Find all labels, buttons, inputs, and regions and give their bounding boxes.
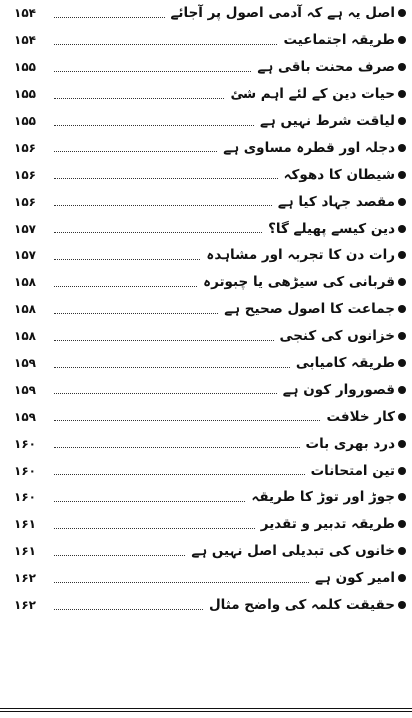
bullet-icon bbox=[398, 413, 406, 421]
toc-page-number: ۱۶۲ bbox=[14, 598, 36, 613]
dot-leader bbox=[54, 178, 278, 179]
toc-page-number: ۱۵۴ bbox=[14, 33, 36, 48]
toc-entry bbox=[14, 81, 406, 108]
dot-leader bbox=[54, 555, 185, 556]
bullet-icon bbox=[398, 467, 406, 475]
toc-page-number: ۱۶۰ bbox=[14, 436, 36, 451]
bullet-icon bbox=[398, 9, 406, 17]
bullet-icon bbox=[398, 601, 406, 609]
toc-page-number: ۱۵۸ bbox=[14, 302, 36, 317]
bullet-icon bbox=[398, 305, 406, 313]
toc-entry-title: لیاقت شرط نہیں ہے bbox=[259, 113, 395, 129]
toc-entry bbox=[14, 376, 406, 403]
toc-entry bbox=[14, 242, 406, 269]
dot-leader bbox=[54, 609, 203, 610]
bullet-icon bbox=[398, 144, 406, 152]
bullet-icon bbox=[398, 332, 406, 340]
bullet-icon bbox=[398, 547, 406, 555]
toc-page-number: ۱۵۶ bbox=[14, 194, 36, 209]
toc-entry-title: کار خلافت bbox=[326, 408, 395, 425]
toc-entry-title: قصوروار کون ہے bbox=[282, 381, 395, 398]
bullet-icon bbox=[398, 198, 406, 206]
toc-page-number: ۱۵۹ bbox=[14, 382, 36, 397]
toc-entry bbox=[14, 403, 406, 430]
dot-leader bbox=[54, 232, 262, 233]
dot-leader bbox=[54, 286, 197, 287]
dot-leader bbox=[54, 528, 255, 529]
toc-entry-title: طریقہ اجتماعیت bbox=[283, 32, 395, 49]
toc-entry bbox=[14, 538, 406, 565]
toc-page-number: ۱۵۶ bbox=[14, 167, 36, 182]
toc-entry bbox=[14, 296, 406, 323]
bullet-icon bbox=[398, 90, 406, 98]
toc-entry bbox=[14, 54, 406, 81]
bullet-icon bbox=[398, 386, 406, 394]
toc-entry bbox=[14, 188, 406, 215]
toc-entry-title: شیطان کا دھوکہ bbox=[283, 166, 395, 183]
toc-page-number: ۱۶۰ bbox=[14, 490, 36, 505]
toc-page-number: ۱۵۷ bbox=[14, 248, 36, 263]
toc-page-number: ۱۵۴ bbox=[14, 6, 36, 21]
bullet-icon bbox=[398, 520, 406, 528]
toc-entry-title: جوڑ اور توڑ کا طریقہ bbox=[251, 489, 395, 506]
dot-leader bbox=[54, 44, 277, 45]
bullet-icon bbox=[398, 225, 406, 233]
dot-leader bbox=[54, 582, 309, 583]
bullet-icon bbox=[398, 63, 406, 71]
toc-page-number: ۱۶۱ bbox=[14, 517, 36, 532]
toc-page-number: ۱۵۸ bbox=[14, 329, 36, 344]
dot-leader bbox=[54, 393, 277, 394]
toc-entry bbox=[14, 430, 406, 457]
dot-leader bbox=[54, 501, 245, 502]
dot-leader bbox=[54, 71, 251, 72]
toc-entry-title: صرف محنت باقی ہے bbox=[257, 59, 395, 76]
bullet-icon bbox=[398, 440, 406, 448]
toc-page-number: ۱۵۵ bbox=[14, 60, 36, 75]
toc-entry bbox=[14, 350, 406, 377]
toc-page-number: ۱۶۲ bbox=[14, 571, 36, 586]
dot-leader bbox=[54, 259, 200, 260]
toc-entry-title: طریقہ تدبیر و تقدیر bbox=[260, 516, 395, 533]
dot-leader bbox=[54, 313, 218, 314]
toc-entry bbox=[14, 457, 406, 484]
toc-entry-title: اصل یہ ہے کہ آدمی اصول پر آجائے bbox=[170, 5, 395, 22]
toc-entry bbox=[14, 323, 406, 350]
dot-leader bbox=[54, 474, 305, 475]
dot-leader bbox=[54, 367, 290, 368]
toc-entry-title: درد بھری بات bbox=[305, 435, 395, 452]
dot-leader bbox=[54, 125, 254, 126]
toc-entry-title: مقصد جہاد کیا ہے bbox=[277, 193, 395, 210]
toc-entry bbox=[14, 134, 406, 161]
toc-entry bbox=[14, 0, 406, 27]
bullet-icon bbox=[398, 493, 406, 501]
toc-entry-title: خانوں کی تبدیلی اصل نہیں ہے bbox=[191, 543, 395, 560]
toc-entry bbox=[14, 215, 406, 242]
toc-entry-title: طریقہ کامیابی bbox=[295, 355, 395, 372]
toc-entry-title: خزانوں کی کنجی bbox=[279, 328, 395, 345]
bottom-rule-thin bbox=[0, 711, 412, 712]
toc-entry bbox=[14, 269, 406, 296]
toc-entry-title: رات دن کا تجربہ اور مشاہدہ bbox=[206, 247, 395, 264]
toc-page-number: ۱۶۰ bbox=[14, 463, 36, 478]
toc-entry bbox=[14, 592, 406, 619]
bullet-icon bbox=[398, 278, 406, 286]
dot-leader bbox=[54, 447, 300, 448]
toc-page-number: ۱۵۶ bbox=[14, 140, 36, 155]
toc-entry-title: دین کیسے پھیلے گا؟ bbox=[268, 220, 395, 237]
dot-leader bbox=[54, 98, 224, 99]
dot-leader bbox=[54, 420, 320, 421]
dot-leader bbox=[54, 151, 217, 152]
toc-page-number: ۱۵۸ bbox=[14, 275, 36, 290]
toc-entry bbox=[14, 511, 406, 538]
toc-entry-title: قربانی کی سیڑھی یا چبوترہ bbox=[203, 274, 395, 291]
toc-page-number: ۱۵۹ bbox=[14, 409, 36, 424]
toc-entry bbox=[14, 484, 406, 511]
toc-entry-title: تین امتحانات bbox=[310, 462, 395, 479]
toc-entry-title: دجلہ اور قطرہ مساوی ہے bbox=[223, 139, 395, 156]
toc-entry bbox=[14, 161, 406, 188]
toc-entry bbox=[14, 565, 406, 592]
dot-leader bbox=[54, 340, 274, 341]
toc-entry-title: جماعت کا اصول صحیح ہے bbox=[224, 301, 395, 318]
bullet-icon bbox=[398, 251, 406, 259]
toc-page-number: ۱۵۵ bbox=[14, 87, 36, 102]
toc-entry-title: حیات دین کے لئے اہم شئ bbox=[230, 86, 395, 103]
toc-entry-title: امیر کون ہے bbox=[315, 570, 395, 587]
bottom-rule bbox=[0, 708, 412, 709]
toc-page-number: ۱۵۷ bbox=[14, 221, 36, 236]
toc-entry bbox=[14, 108, 406, 135]
dot-leader bbox=[54, 205, 272, 206]
bullet-icon bbox=[398, 117, 406, 125]
toc-page-number: ۱۶۱ bbox=[14, 544, 36, 559]
bullet-icon bbox=[398, 574, 406, 582]
dot-leader bbox=[54, 17, 165, 18]
toc-entry-title: حقیقت کلمہ کی واضح مثال bbox=[208, 597, 395, 614]
bullet-icon bbox=[398, 359, 406, 367]
bullet-icon bbox=[398, 36, 406, 44]
toc-page-number: ۱۵۵ bbox=[14, 114, 36, 128]
toc-entry bbox=[14, 27, 406, 54]
bullet-icon bbox=[398, 171, 406, 179]
toc-page-number: ۱۵۹ bbox=[14, 356, 36, 371]
